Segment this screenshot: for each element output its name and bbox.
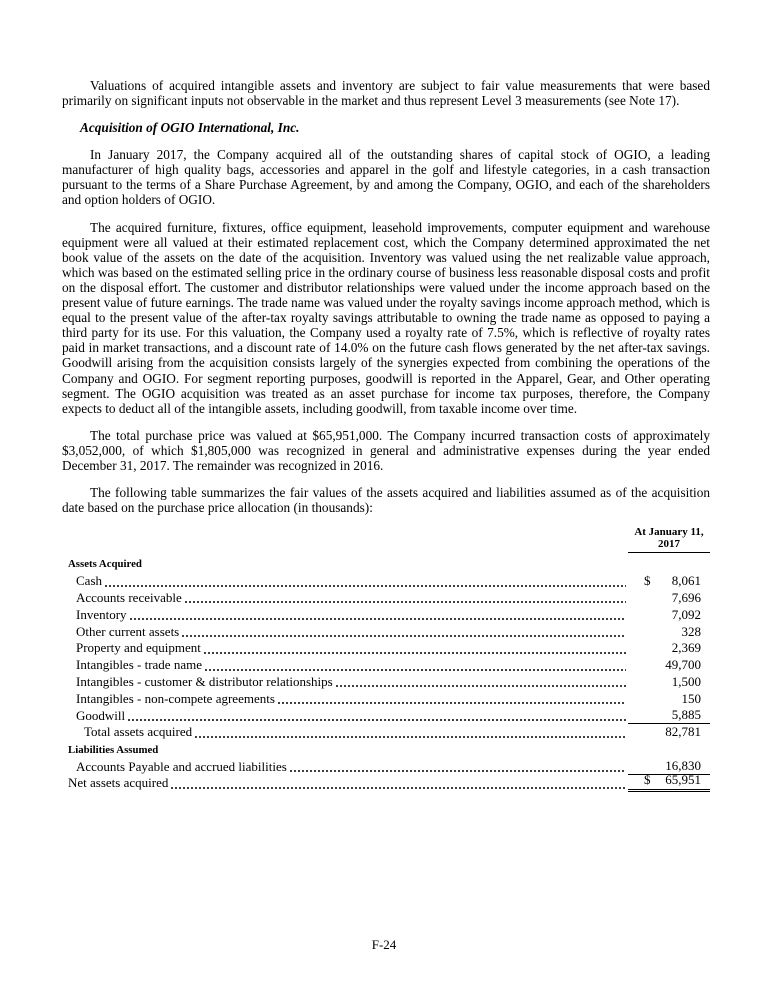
row-goodwill	[62, 707, 710, 724]
page-number: F-24	[371, 937, 397, 952]
row-other-current-assets-value: 328	[681, 623, 701, 639]
page-content	[62, 78, 710, 792]
row-intangibles-trade-name-label: Intangibles - trade name	[76, 657, 202, 673]
row-liabilities-assumed-header-label: Liabilities Assumed	[68, 743, 159, 756]
table-column-header-date	[628, 527, 710, 553]
row-inventory-value: 7,092	[671, 606, 701, 622]
row-net-assets-acquired	[62, 772, 710, 792]
table-column-header	[62, 527, 710, 553]
row-intangibles-customer-distributor-relationships	[62, 674, 710, 691]
row-total-assets-acquired-label: Total assets acquired	[84, 724, 193, 740]
row-intangibles-customer-distributor-relationships-value: 1,500	[671, 673, 701, 689]
row-intangibles-non-compete-agreements	[62, 690, 710, 707]
row-other-current-assets-currency-symbol	[628, 624, 644, 640]
row-goodwill-currency-symbol	[628, 707, 644, 723]
row-total-assets-acquired	[62, 724, 710, 741]
row-other-current-assets-label: Other current assets	[76, 623, 180, 639]
row-cash-amount	[628, 573, 710, 589]
row-property-and-equipment-currency-symbol	[628, 640, 644, 656]
row-intangibles-customer-distributor-relationships-amount	[628, 674, 710, 690]
row-liabilities-assumed-header	[62, 741, 710, 759]
section-heading-ogio-acquisition: Acquisition of OGIO International, Inc.	[80, 120, 300, 136]
row-intangibles-non-compete-agreements-value: 150	[681, 690, 701, 706]
row-accounts-payable-and-accrued-liabilities-label: Accounts Payable and accrued liabilities	[76, 758, 287, 774]
row-total-assets-acquired-currency-symbol	[628, 724, 644, 740]
row-intangibles-trade-name-amount	[628, 657, 710, 673]
row-property-and-equipment-label: Property and equipment	[76, 640, 201, 656]
paragraph-valuation-methods: The acquired furniture, fixtures, office equipment, leasehold improvements, computer equipment and warehouse equipment were all valued at their estimated replacement cost, which the Company determined approximated the net book value of the assets on the date of the acquisition. Inventory was valued using the net realizable value approach, which was based on the estimated selling price in the ordinary course of business less reasonable disposal costs and profit on the disposal effort. The customer and distributor relationships were valued under the income approach based on the present value of future earnings. The trade name was valued under the royalty savings income approach method, which is equal to the present value of the after-tax royalty savings attributable to owning the trade name as opposed to paying a third party for its use. For this valuation, the Company used a royalty rate of 7.5%, which is reflective of royalty rates paid in market transactions, and a discount rate of 14.0% on the future cash flows generated by the net after-tax savings. Goodwill arising from the acquisition consists largely of the synergies expected from combining the operations of the Company and OGIO. For segment reporting purposes, goodwill is reported in the Apparel, Gear, and Other operating segment. The OGIO acquisition was treated as an asset purchase for income tax purposes, therefore, the Company expects to deduct all of the intangible assets, including goodwill, from taxable income over time.	[62, 219, 710, 416]
paragraph-table-intro: The following table summarizes the fair values of the assets acquired and liabilities assumed as of the acquisition date based on the purchase price allocation (in thousands):	[62, 485, 710, 516]
row-net-assets-acquired-value: 65,951	[665, 772, 701, 788]
row-assets-acquired-header	[62, 555, 710, 573]
row-total-assets-acquired-value: 82,781	[665, 724, 701, 740]
row-net-assets-acquired-currency-symbol: $	[644, 772, 651, 788]
row-goodwill-value: 5,885	[671, 706, 701, 722]
paragraph-acquisition-overview: In January 2017, the Company acquired all of the outstanding shares of capital stock of OGIO, a leading manufacturer of high quality bags, accessories and apparel in the golf and lifestyle categories, in a cash transaction pursuant to the terms of a Share Purchase Agreement, by and among the Company, OGIO, and each of the shareholders and option holders of OGIO.	[62, 147, 710, 208]
row-inventory	[62, 606, 710, 623]
row-accounts-receivable-value: 7,696	[671, 589, 701, 605]
row-cash-currency-symbol: $	[644, 573, 651, 589]
row-accounts-receivable-currency-symbol	[628, 590, 644, 606]
row-goodwill-amount	[628, 707, 710, 724]
row-property-and-equipment-amount	[628, 640, 710, 656]
row-cash-value: 8,061	[671, 573, 701, 589]
row-accounts-receivable	[62, 590, 710, 607]
row-cash	[62, 573, 710, 590]
row-total-assets-acquired-amount	[628, 724, 710, 740]
row-intangibles-non-compete-agreements-amount	[628, 691, 710, 707]
row-accounts-receivable-label: Accounts receivable	[76, 589, 182, 605]
row-cash-label: Cash	[76, 573, 102, 589]
row-intangibles-non-compete-agreements-label: Intangibles - non-compete agreements	[76, 690, 275, 706]
row-intangibles-trade-name-currency-symbol	[628, 657, 644, 673]
row-intangibles-trade-name	[62, 657, 710, 674]
row-accounts-payable-and-accrued-liabilities-value: 16,830	[665, 757, 701, 773]
row-goodwill-label: Goodwill	[76, 707, 126, 723]
purchase-price-allocation-table	[62, 527, 710, 792]
row-inventory-currency-symbol	[628, 607, 644, 623]
row-other-current-assets-amount	[628, 624, 710, 640]
table-column-header-line1: At January 11,	[634, 526, 704, 539]
row-accounts-payable-and-accrued-liabilities	[62, 758, 710, 775]
row-intangibles-non-compete-agreements-currency-symbol	[628, 691, 644, 707]
row-intangibles-customer-distributor-relationships-currency-symbol	[628, 674, 644, 690]
row-other-current-assets	[62, 623, 710, 640]
row-property-and-equipment-value: 2,369	[671, 640, 701, 656]
paragraph-purchase-price: The total purchase price was valued at $65,951,000. The Company incurred transaction costs of approximately $3,052,000, of which $1,805,000 was recognized in general and administrative expenses during the year ended December 31, 2017. The remainder was recognized in 2016.	[62, 427, 710, 473]
row-intangibles-customer-distributor-relationships-label: Intangibles - customer & distributor relationships	[76, 673, 333, 689]
row-inventory-label: Inventory	[76, 606, 127, 622]
row-inventory-amount	[628, 607, 710, 623]
table-rows	[62, 555, 710, 792]
row-net-assets-acquired-label: Net assets acquired	[68, 775, 169, 791]
row-accounts-receivable-amount	[628, 590, 710, 606]
row-assets-acquired-header-label: Assets Acquired	[68, 558, 142, 571]
row-net-assets-acquired-amount	[628, 772, 710, 791]
paragraph-fair-value-measurements: Valuations of acquired intangible assets and inventory are subject to fair value measurements that were based primarily on significant inputs not observable in the market and thus represent Level 3 measurements (see Note 17).	[62, 78, 710, 109]
table-column-header-line2: 2017	[658, 537, 680, 550]
row-property-and-equipment	[62, 640, 710, 657]
row-intangibles-trade-name-value: 49,700	[665, 657, 701, 673]
